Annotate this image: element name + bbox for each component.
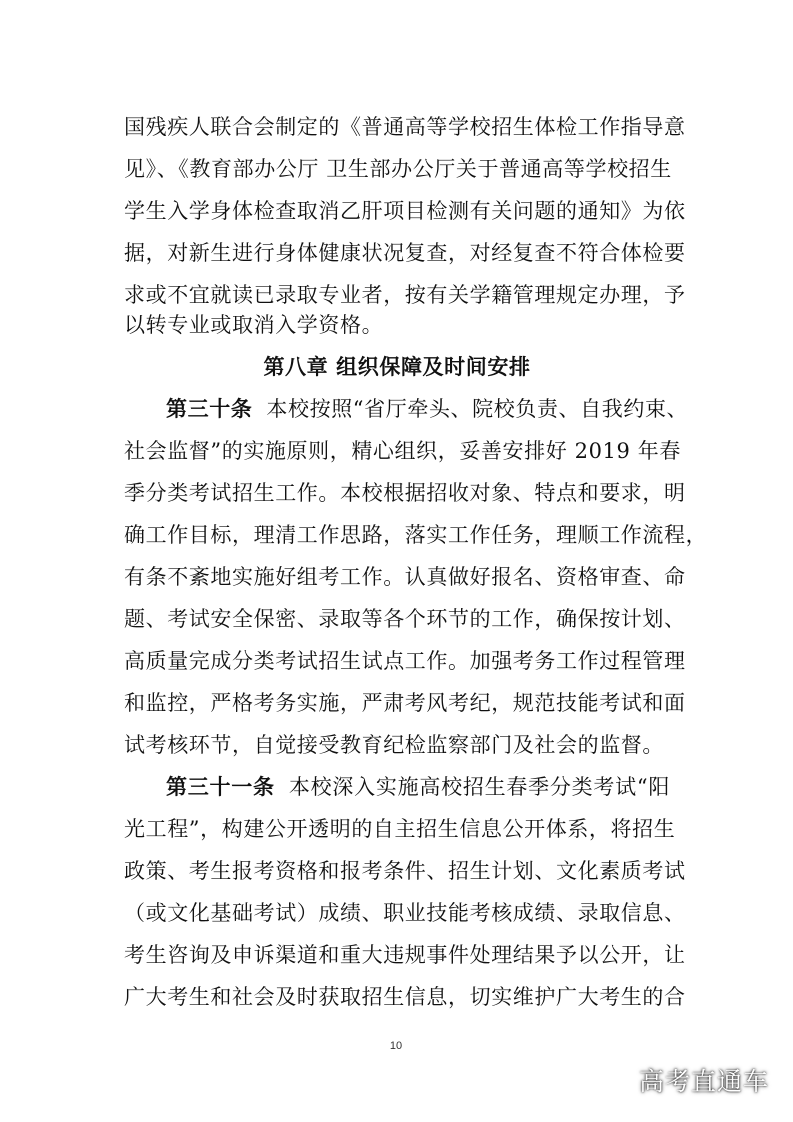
paragraph-line: 季分类考试招生工作。本校根据招收对象、特点和要求，明 <box>124 481 686 505</box>
article-30-label: 第三十条 <box>166 396 253 421</box>
paragraph-line: 和监控，严格考务实施，严肃考风考纪，规范技能考试和面 <box>124 691 686 715</box>
paragraph-line: 题、考试安全保密、录取等各个环节的工作，确保按计划、 <box>124 607 686 631</box>
paragraph-line: 广大考生和社会及时获取招生信息，切实维护广大考生的合 <box>124 985 686 1009</box>
paragraph-line: 学生入学身体检查取消乙肝项目检测有关问题的通知》为依 <box>124 199 686 223</box>
paragraph-line: 高质量完成分类考试招生试点工作。加强考务工作过程管理 <box>124 649 686 673</box>
paragraph-line: 确工作目标，理清工作思路，落实工作任务，理顺工作流程， <box>124 523 708 547</box>
article-30-text: 本校按照“省厅牵头、院校负责、自我约束、 <box>266 397 689 421</box>
article-31-label: 第三十一条 <box>166 774 275 799</box>
watermark-text: 高考直通车 <box>638 1067 769 1096</box>
article-31-text: 本校深入实施高校招生春季分类考试“阳 <box>288 775 671 799</box>
paragraph-line: 光工程”，构建公开透明的自主招生信息公开体系，将招生 <box>124 817 676 841</box>
paragraph-line: 据，对新生进行身体健康状况复查，对经复查不符合体检要 <box>124 241 686 265</box>
page-number: 10 <box>389 1040 403 1052</box>
article-30-first-line <box>166 394 689 424</box>
paragraph-line: 见》、《教育部办公厅 卫生部办公厅关于普通高等学校招生 <box>124 157 672 181</box>
article-31-first-line <box>166 772 670 802</box>
paragraph-line: 政策、考生报考资格和报考条件、招生计划、文化素质考试 <box>124 859 686 883</box>
paragraph-line: 求或不宜就读已录取专业者，按有关学籍管理规定办理，予 <box>124 283 686 307</box>
paragraph-line: 有条不紊地实施好组考工作。认真做好报名、资格审查、命 <box>124 565 686 589</box>
chapter-heading: 第八章 组织保障及时间安排 <box>263 355 531 379</box>
paragraph-line: （或文化基础考试）成绩、职业技能考核成绩、录取信息、 <box>124 901 686 925</box>
paragraph-line: 考生咨询及申诉渠道和重大违规事件处理结果予以公开，让 <box>124 943 686 967</box>
paragraph-line: 国残疾人联合会制定的《普通高等学校招生体检工作指导意 <box>124 115 686 139</box>
paragraph-line: 试考核环节，自觉接受教育纪检监察部门及社会的监督。 <box>124 733 664 757</box>
paragraph-line: 社会监督”的实施原则，精心组织，妥善安排好 2019 年春 <box>124 439 681 463</box>
paragraph-line: 以转专业或取消入学资格。 <box>124 313 384 337</box>
